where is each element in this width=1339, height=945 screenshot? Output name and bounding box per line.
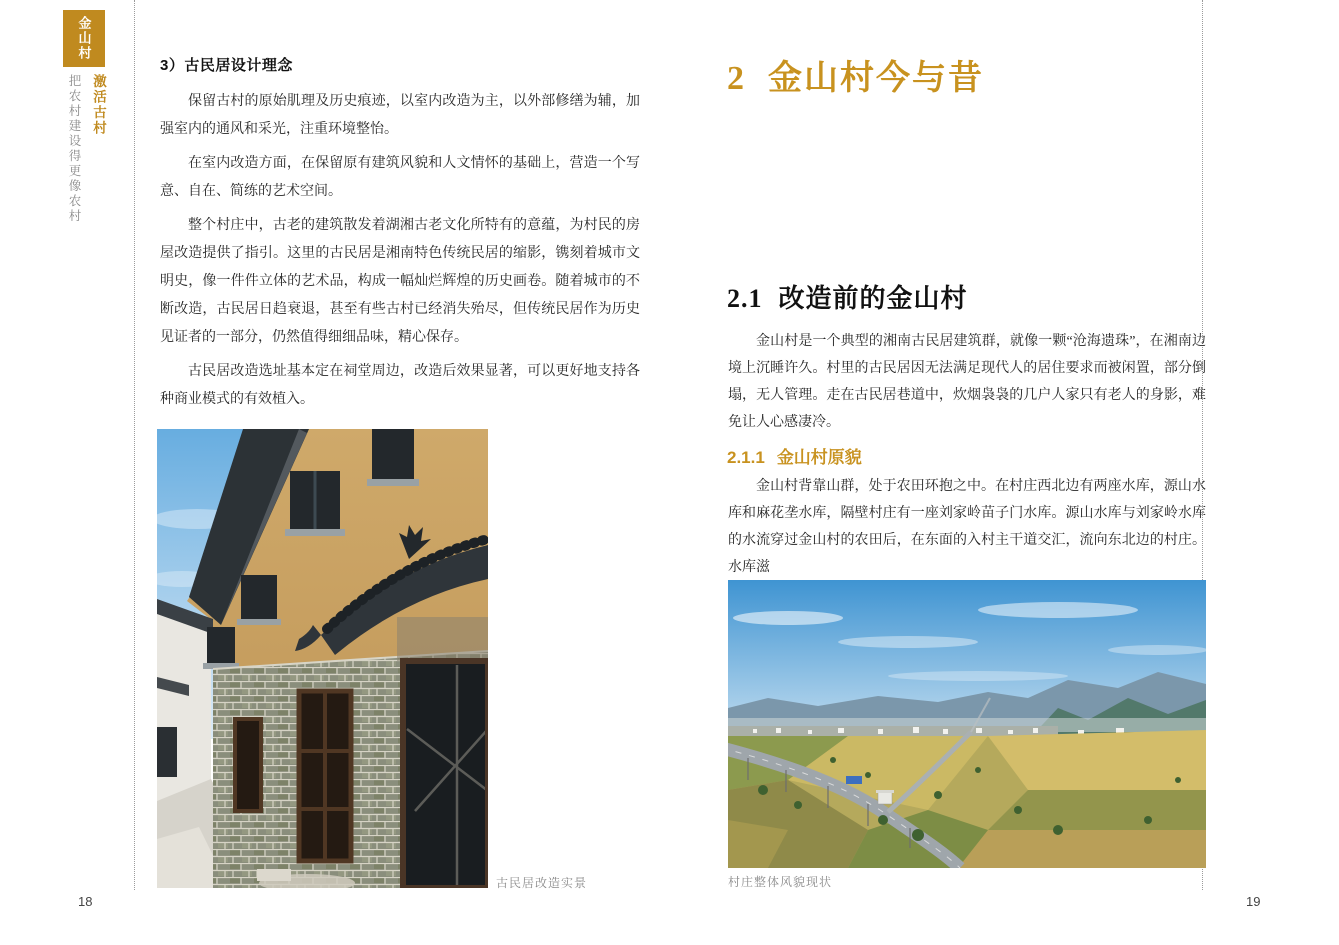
section-paragraph: 金山村是一个典型的湘南古民居建筑群，就像一颗“沧海遗珠”，在湘南边境上沉睡许久。村里的古民居因无法满足现代人的居住要求而被闲置，部分倒塌，无人管理。走在古民居巷道中，炊烟袅袅的几户人家只有老人的身影，难免让人心感凄冷。 (728, 334, 1206, 430)
left-section-heading: 3）古民居设计理念 (160, 57, 293, 74)
chapter-title: 金山村今与昔 (768, 60, 984, 97)
subsection-title: 金山村原貌 (776, 448, 862, 467)
left-paragraph: 保留古村的原始肌理及历史痕迹，以室内改造为主，以外部修缮为辅，加强室内的通风和采光，注重环境整怡。 (160, 94, 640, 137)
section-body-text (728, 328, 1206, 436)
section-heading (727, 278, 968, 315)
left-paragraph: 古民居改造选址基本定在祠堂周边，改造后效果显著，可以更好地支持各种商业模式的有效植入。 (160, 364, 640, 407)
left-page-divider (134, 0, 135, 890)
page-number-right: 19 (1246, 894, 1261, 909)
section-title: 改造前的金山村 (778, 284, 968, 313)
page-number-left: 18 (78, 894, 93, 909)
village-aerial-photo (728, 580, 1206, 868)
chapter-heading (727, 50, 984, 99)
subsection-paragraph: 金山村背靠山群，处于农田环抱之中。在村庄西北边有两座水库，源山水库和麻花垄水库，隔壁村庄有一座刘家岭苗子门水库。源山水库与刘家岭水库的水流穿过金山村的农田后，在东面的入村主干道交汇，流向东北边的村庄。水库滋 (728, 479, 1206, 575)
subsection-number: 2.1.1 (727, 448, 765, 467)
subsection-body-text (728, 473, 1206, 581)
subsection-heading (727, 443, 862, 468)
right-photo-caption: 村庄整体风貌现状 (728, 875, 833, 889)
section-number: 2.1 (727, 284, 763, 313)
old-residence-photo (157, 429, 488, 888)
chapter-number: 2 (727, 60, 746, 97)
sidebar-tagline: 激活古村 (91, 74, 106, 136)
left-photo-caption: 古民居改造实景 (496, 876, 588, 890)
sidebar-brand-box (63, 10, 105, 67)
left-paragraph: 整个村庄中，古老的建筑散发着湖湘古老文化所特有的意蕴，为村民的房屋改造提供了指引。这里的古民居是湘南特色传统民居的缩影，镌刻着城市文明史，像一件件立体的艺术品，构成一幅灿烂辉煌的历史画卷。随着城市的不断改造，古民居日趋衰退，甚至有些古村已经消失殆尽，但传统民居作为历史见证者的一部分，仍然值得细细品味，精心保存。 (160, 218, 640, 345)
left-paragraph: 在室内改造方面，在保留原有建筑风貌和人文情怀的基础上，营造一个写意、自在、简练的艺术空间。 (160, 156, 640, 199)
sidebar-brand-title: 金山村 (76, 16, 92, 61)
left-body-text (160, 88, 640, 420)
sidebar-slogan: 把农村建设得更像农村 (67, 74, 81, 224)
